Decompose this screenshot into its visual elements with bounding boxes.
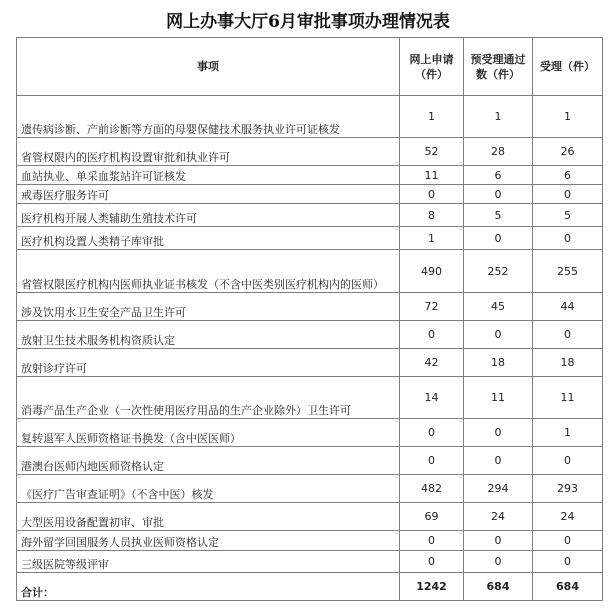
row-item: 港澳台医师内地医师资格认定 [17,447,400,475]
row-passed: 0 [464,447,533,475]
page-title: 网上办事大厅6月审批事项办理情况表 [166,12,450,32]
row-accepted: 44 [533,293,603,321]
header-online-applications: 网上申请（件） [400,38,464,96]
row-online: 11 [400,166,464,185]
row-passed: 28 [464,138,533,166]
row-item: 放射卫生技术服务机构资质认定 [17,321,400,349]
row-accepted: 0 [533,447,603,475]
row-online: 482 [400,475,464,503]
row-passed: 0 [464,185,533,204]
row-item: 戒毒医疗服务许可 [17,185,400,204]
row-passed: 0 [464,227,533,250]
row-accepted: 5 [533,204,603,227]
row-accepted: 1 [533,96,603,138]
row-accepted: 0 [533,531,603,551]
row-passed: 6 [464,166,533,185]
row-passed: 252 [464,250,533,293]
row-accepted: 255 [533,250,603,293]
total-passed: 684 [464,573,533,601]
total-label: 合计： [17,573,400,601]
table-row [17,166,603,185]
header-accepted: 受理（件） [533,38,603,96]
row-passed: 0 [464,551,533,573]
table-row [17,531,603,551]
row-item: 遗传病诊断、产前诊断等方面的母婴保健技术服务执业许可证核发 [17,96,400,138]
row-online: 1 [400,96,464,138]
row-accepted: 18 [533,349,603,377]
row-item: 省管权限内的医疗机构设置审批和执业许可 [17,138,400,166]
row-online: 0 [400,321,464,349]
row-item: 三级医院等级评审 [17,551,400,573]
table-row [17,377,603,419]
table-row [17,419,603,447]
table-row [17,349,603,377]
row-accepted: 26 [533,138,603,166]
table-row [17,293,603,321]
report-table [16,37,603,601]
table-row [17,447,603,475]
table-row [17,503,603,531]
table-row [17,551,603,573]
row-passed: 45 [464,293,533,321]
row-passed: 0 [464,321,533,349]
row-item: 医疗机构开展人类辅助生殖技术许可 [17,204,400,227]
row-item: 海外留学回国服务人员执业医师资格认定 [17,531,400,551]
row-online: 0 [400,551,464,573]
row-accepted: 0 [533,227,603,250]
table-row [17,250,603,293]
row-passed: 24 [464,503,533,531]
table-row [17,321,603,349]
row-item: 大型医用设备配置初审、审批 [17,503,400,531]
row-item: 放射诊疗许可 [17,349,400,377]
row-passed: 1 [464,96,533,138]
row-online: 14 [400,377,464,419]
row-online: 52 [400,138,464,166]
total-accepted: 684 [533,573,603,601]
row-accepted: 1 [533,419,603,447]
row-item: 涉及饮用水卫生安全产品卫生许可 [17,293,400,321]
total-row [17,573,603,601]
row-online: 0 [400,419,464,447]
row-online: 0 [400,447,464,475]
row-accepted: 0 [533,321,603,349]
row-accepted: 293 [533,475,603,503]
row-accepted: 24 [533,503,603,531]
row-accepted: 0 [533,185,603,204]
row-accepted: 11 [533,377,603,419]
row-passed: 0 [464,531,533,551]
row-item: 医疗机构设置人类精子库审批 [17,227,400,250]
table-row [17,227,603,250]
total-online: 1242 [400,573,464,601]
table-row [17,185,603,204]
row-online: 0 [400,185,464,204]
row-online: 69 [400,503,464,531]
row-accepted: 6 [533,166,603,185]
row-item: 消毒产品生产企业（一次性使用医疗用品的生产企业除外）卫生许可 [17,377,400,419]
header-item: 事项 [17,38,400,96]
row-passed: 0 [464,419,533,447]
row-item: 省管权限医疗机构内医师执业证书核发（不含中医类别医疗机构内的医师） [17,250,400,293]
row-accepted: 0 [533,551,603,573]
row-online: 0 [400,531,464,551]
row-online: 490 [400,250,464,293]
header-row [17,38,603,96]
row-online: 8 [400,204,464,227]
row-online: 42 [400,349,464,377]
row-online: 1 [400,227,464,250]
row-passed: 294 [464,475,533,503]
row-passed: 11 [464,377,533,419]
header-pre-accepted: 预受理通过数（件） [464,38,533,96]
row-item: 复转退军人医师资格证书换发（含中医医师） [17,419,400,447]
table-row [17,475,603,503]
row-passed: 18 [464,349,533,377]
table-row [17,204,603,227]
row-online: 72 [400,293,464,321]
table-row [17,96,603,138]
row-item: 《医疗广告审查证明》（不含中医）核发 [17,475,400,503]
row-item: 血站执业、单采血浆站许可证核发 [17,166,400,185]
row-passed: 5 [464,204,533,227]
table-row [17,138,603,166]
